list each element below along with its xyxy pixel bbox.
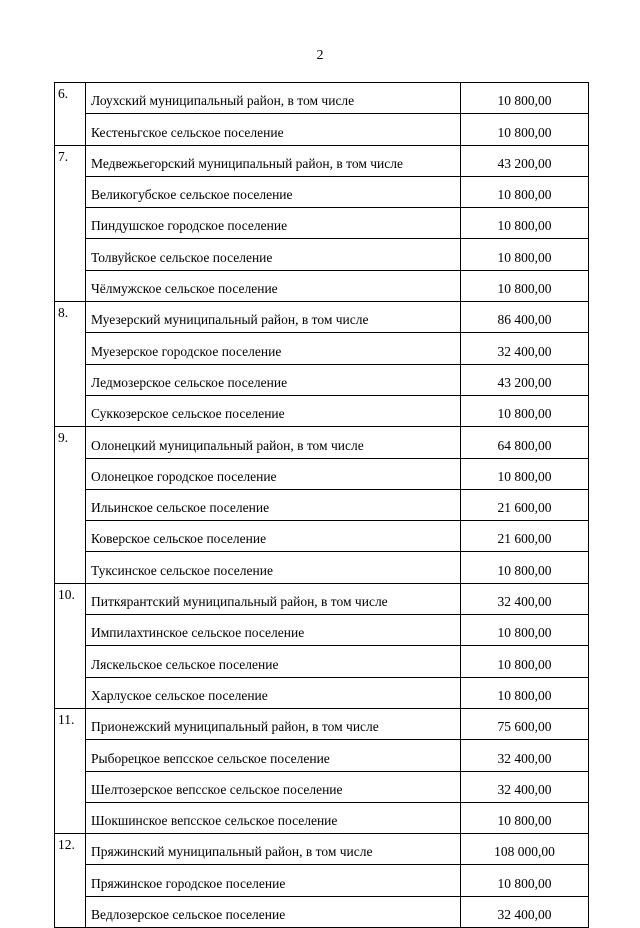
district-name: Муезерский муниципальный район, в том числе xyxy=(86,302,461,333)
amount-value: 64 800,00 xyxy=(461,427,589,458)
settlement-name: Кестеньгское сельское поселение xyxy=(86,114,461,145)
settlement-row xyxy=(55,458,589,489)
settlement-row xyxy=(55,552,589,583)
settlement-row xyxy=(55,270,589,301)
settlement-row xyxy=(55,114,589,145)
settlement-name: Ильинское сельское поселение xyxy=(86,489,461,520)
settlement-name: Ляскельское сельское поселение xyxy=(86,646,461,677)
amount-value: 32 400,00 xyxy=(461,333,589,364)
amount-value: 32 400,00 xyxy=(461,896,589,927)
settlement-name: Харлуское сельское поселение xyxy=(86,677,461,708)
amount-value: 32 400,00 xyxy=(461,583,589,614)
table-body xyxy=(55,83,589,928)
page-number: 2 xyxy=(316,48,324,63)
district-row xyxy=(55,427,589,458)
district-row xyxy=(55,145,589,176)
amount-value: 10 800,00 xyxy=(461,552,589,583)
settlement-row xyxy=(55,176,589,207)
settlement-name: Коверское сельское поселение xyxy=(86,521,461,552)
district-name: Питкярантский муниципальный район, в том числе xyxy=(86,583,461,614)
settlement-name: Пряжинское городское поселение xyxy=(86,865,461,896)
amount-value: 43 200,00 xyxy=(461,145,589,176)
settlement-row xyxy=(55,677,589,708)
amount-value: 10 800,00 xyxy=(461,615,589,646)
amount-value: 10 800,00 xyxy=(461,114,589,145)
settlement-row xyxy=(55,771,589,802)
settlement-row xyxy=(55,395,589,426)
amount-value: 10 800,00 xyxy=(461,270,589,301)
settlement-name: Рыборецкое вепсское сельское поселение xyxy=(86,740,461,771)
district-row xyxy=(55,83,589,114)
amount-value: 21 600,00 xyxy=(461,489,589,520)
settlement-row xyxy=(55,521,589,552)
settlement-name: Импилахтинское сельское поселение xyxy=(86,615,461,646)
amount-value: 10 800,00 xyxy=(461,865,589,896)
settlement-row xyxy=(55,646,589,677)
amount-value: 32 400,00 xyxy=(461,771,589,802)
amount-value: 32 400,00 xyxy=(461,740,589,771)
settlement-row xyxy=(55,802,589,833)
settlement-name: Олонецкое городское поселение xyxy=(86,458,461,489)
settlement-name: Ледмозерское сельское поселение xyxy=(86,364,461,395)
settlement-row xyxy=(55,364,589,395)
row-number: 11. xyxy=(55,708,86,833)
district-name: Лоухский муниципальный район, в том числе xyxy=(86,83,461,114)
amount-value: 10 800,00 xyxy=(461,458,589,489)
amount-value: 10 800,00 xyxy=(461,208,589,239)
settlement-row xyxy=(55,615,589,646)
row-number: 7. xyxy=(55,145,86,301)
settlement-name: Толвуйское сельское поселение xyxy=(86,239,461,270)
settlement-row xyxy=(55,239,589,270)
amount-value: 108 000,00 xyxy=(461,834,589,865)
amount-value: 10 800,00 xyxy=(461,395,589,426)
district-row xyxy=(55,834,589,865)
district-name: Медвежьегорский муниципальный район, в том числе xyxy=(86,145,461,176)
row-number: 6. xyxy=(55,83,86,146)
settlement-name: Шокшинское вепсское сельское поселение xyxy=(86,802,461,833)
settlement-name: Туксинское сельское поселение xyxy=(86,552,461,583)
settlement-row xyxy=(55,865,589,896)
district-row xyxy=(55,708,589,739)
settlement-row xyxy=(55,333,589,364)
amount-value: 10 800,00 xyxy=(461,176,589,207)
amount-value: 10 800,00 xyxy=(461,83,589,114)
row-number: 10. xyxy=(55,583,86,708)
settlement-name: Великогубское сельское поселение xyxy=(86,176,461,207)
row-number: 12. xyxy=(55,834,86,928)
settlement-row xyxy=(55,740,589,771)
settlement-row xyxy=(55,208,589,239)
amount-value: 43 200,00 xyxy=(461,364,589,395)
settlement-name: Чёлмужское сельское поселение xyxy=(86,270,461,301)
amount-value: 10 800,00 xyxy=(461,646,589,677)
settlement-name: Пиндушское городское поселение xyxy=(86,208,461,239)
amount-value: 10 800,00 xyxy=(461,239,589,270)
row-number: 9. xyxy=(55,427,86,583)
settlement-row xyxy=(55,896,589,927)
settlement-name: Шелтозерское вепсское сельское поселение xyxy=(86,771,461,802)
amount-value: 10 800,00 xyxy=(461,677,589,708)
district-name: Прионежский муниципальный район, в том числе xyxy=(86,708,461,739)
settlement-row xyxy=(55,489,589,520)
district-row xyxy=(55,302,589,333)
allocation-table xyxy=(54,82,589,928)
row-number: 8. xyxy=(55,302,86,427)
settlement-name: Суккозерское сельское поселение xyxy=(86,395,461,426)
district-name: Олонецкий муниципальный район, в том числе xyxy=(86,427,461,458)
district-name: Пряжинский муниципальный район, в том числе xyxy=(86,834,461,865)
amount-value: 75 600,00 xyxy=(461,708,589,739)
settlement-name: Муезерское городское поселение xyxy=(86,333,461,364)
amount-value: 10 800,00 xyxy=(461,802,589,833)
settlement-name: Ведлозерское сельское поселение xyxy=(86,896,461,927)
amount-value: 21 600,00 xyxy=(461,521,589,552)
district-row xyxy=(55,583,589,614)
amount-value: 86 400,00 xyxy=(461,302,589,333)
